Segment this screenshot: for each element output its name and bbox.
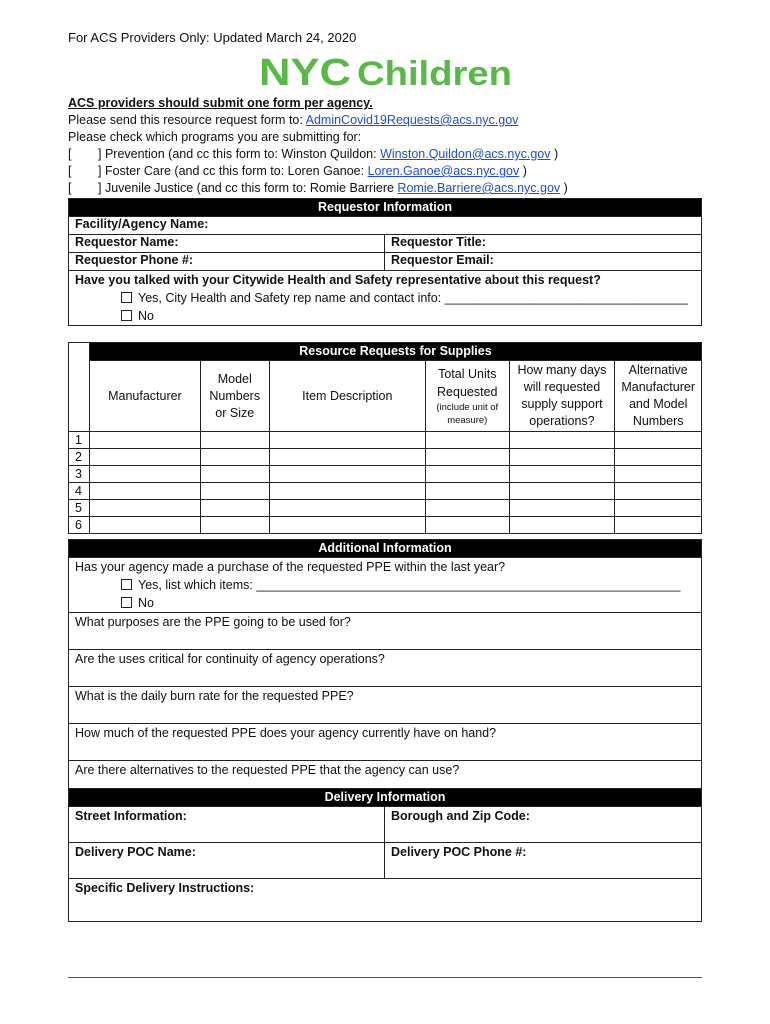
supply-cell-alt[interactable]	[615, 466, 702, 483]
supply-row-number: 4	[69, 483, 90, 500]
intro-line3: Please check which programs you are submitting for:	[68, 130, 362, 144]
program-foster-care: [ ] Foster Care (and cc this form to: Loren Ganoe: Loren.Ganoe@acs.nyc.gov )	[68, 164, 527, 178]
supply-row	[69, 432, 702, 449]
checkbox-icon[interactable]	[121, 292, 132, 303]
col-model: Model Numbers or Size	[200, 361, 269, 432]
supply-cell-days[interactable]	[509, 466, 615, 483]
on-hand-field[interactable]: How much of the requested PPE does your agency currently have on hand?	[69, 724, 702, 761]
supply-cell-units[interactable]	[426, 483, 510, 500]
supply-cell-model[interactable]	[200, 517, 269, 534]
supply-row	[69, 500, 702, 517]
burn-rate-field[interactable]: What is the daily burn rate for the requested PPE?	[69, 687, 702, 724]
requestor-phone-field[interactable]: Requestor Phone #:	[69, 253, 385, 271]
supply-cell-units[interactable]	[426, 517, 510, 534]
supply-cell-days[interactable]	[509, 432, 615, 449]
delivery-table	[68, 788, 702, 922]
supply-cell-item[interactable]	[269, 500, 425, 517]
row-number-header	[69, 343, 90, 361]
requestor-title-field[interactable]: Requestor Title:	[385, 235, 702, 253]
supply-cell-alt[interactable]	[615, 432, 702, 449]
supply-cell-model[interactable]	[200, 432, 269, 449]
supply-cell-units[interactable]	[426, 449, 510, 466]
footer-divider	[68, 977, 702, 978]
supply-row-number: 1	[69, 432, 90, 449]
purchase-yes[interactable]: Yes, list which items: _____________________________________________________________	[75, 576, 695, 594]
supplies-header: Resource Requests for Supplies	[89, 343, 701, 361]
row-number-header-cell	[69, 361, 90, 432]
checkbox-icon[interactable]	[121, 310, 132, 321]
instructions-field[interactable]: Specific Delivery Instructions:	[69, 879, 702, 922]
program-juvenile-justice: [ ] Juvenile Justice (and cc this form to: Romie Barriere Romie.Barriere@acs.nyc.gov )	[68, 181, 568, 195]
nyc-children-logo	[259, 52, 514, 90]
supply-cell-days[interactable]	[509, 449, 615, 466]
juvenile-justice-email-link[interactable]: Romie.Barriere@acs.nyc.gov	[397, 181, 561, 195]
intro-line2: Please send this resource request form to: AdminCovid19Requests@acs.nyc.gov	[68, 113, 519, 127]
supply-cell-alt[interactable]	[615, 517, 702, 534]
purposes-field[interactable]: What purposes are the PPE going to be used for?	[69, 613, 702, 650]
col-alt: Alternative Manufacturer and Model Numbers	[615, 361, 702, 432]
requestor-header: Requestor Information	[69, 199, 702, 217]
supplies-table	[68, 342, 702, 534]
program-prevention: [ ] Prevention (and cc this form to: Winston Quildon: Winston.Quildon@acs.nyc.gov )	[68, 147, 559, 161]
col-manufacturer: Manufacturer	[89, 361, 200, 432]
health-safety-question-text: Have you talked with your Citywide Health and Safety representative about this request?	[75, 273, 601, 287]
supply-cell-units[interactable]	[426, 432, 510, 449]
checkbox-icon[interactable]	[121, 597, 132, 608]
poc-name-field[interactable]: Delivery POC Name:	[69, 843, 385, 879]
delivery-header: Delivery Information	[69, 789, 702, 807]
health-safety-question	[69, 271, 702, 326]
supply-cell-units[interactable]	[426, 466, 510, 483]
requestor-email-field[interactable]: Requestor Email:	[385, 253, 702, 271]
supply-cell-item[interactable]	[269, 432, 425, 449]
health-safety-no[interactable]: No	[75, 307, 695, 325]
supply-cell-model[interactable]	[200, 483, 269, 500]
additional-header: Additional Information	[69, 540, 702, 558]
supply-row-number: 3	[69, 466, 90, 483]
prevention-email-link[interactable]: Winston.Quildon@acs.nyc.gov	[380, 147, 551, 161]
col-units-note: (include unit of measure)	[436, 402, 499, 426]
supply-cell-days[interactable]	[509, 500, 615, 517]
col-days: How many days will requested supply support operations?	[509, 361, 615, 432]
admin-email-link[interactable]: AdminCovid19Requests@acs.nyc.gov	[305, 113, 519, 127]
intro-block	[68, 95, 708, 197]
supply-cell-item[interactable]	[269, 449, 425, 466]
requestor-table	[68, 198, 702, 326]
borough-zip-field[interactable]: Borough and Zip Code:	[385, 807, 702, 843]
supply-row	[69, 483, 702, 500]
supply-cell-alt[interactable]	[615, 500, 702, 517]
supply-cell-model[interactable]	[200, 500, 269, 517]
supply-cell-item[interactable]	[269, 483, 425, 500]
purchase-no[interactable]: No	[75, 594, 695, 612]
purchase-question	[69, 558, 702, 613]
supply-cell-manufacturer[interactable]	[89, 517, 200, 534]
street-field[interactable]: Street Information:	[69, 807, 385, 843]
logo-word: Children	[357, 55, 512, 90]
supply-cell-days[interactable]	[509, 517, 615, 534]
facility-field[interactable]: Facility/Agency Name:	[69, 217, 702, 235]
health-safety-yes[interactable]: Yes, City Health and Safety rep name and contact info: ___________________________________	[75, 289, 695, 307]
supply-cell-manufacturer[interactable]	[89, 483, 200, 500]
supply-cell-manufacturer[interactable]	[89, 500, 200, 517]
col-item: Item Description	[269, 361, 425, 432]
supply-cell-manufacturer[interactable]	[89, 432, 200, 449]
purchase-question-text: Has your agency made a purchase of the requested PPE within the last year?	[75, 560, 506, 574]
supply-cell-model[interactable]	[200, 449, 269, 466]
header-note: For ACS Providers Only: Updated March 24, 2020	[68, 30, 357, 45]
supply-cell-days[interactable]	[509, 483, 615, 500]
logo-mark: NYC	[259, 52, 351, 90]
supply-row-number: 6	[69, 517, 90, 534]
poc-phone-field[interactable]: Delivery POC Phone #:	[385, 843, 702, 879]
supply-row	[69, 466, 702, 483]
supply-cell-item[interactable]	[269, 517, 425, 534]
alternatives-field[interactable]: Are there alternatives to the requested PPE that the agency can use?	[69, 761, 702, 798]
intro-line1: ACS providers should submit one form per agency.	[68, 96, 373, 110]
supply-row	[69, 449, 702, 466]
supply-row	[69, 517, 702, 534]
supply-row-number: 5	[69, 500, 90, 517]
supply-cell-alt[interactable]	[615, 483, 702, 500]
supply-cell-model[interactable]	[200, 466, 269, 483]
supply-row-number: 2	[69, 449, 90, 466]
requestor-name-field[interactable]: Requestor Name:	[69, 235, 385, 253]
col-units	[426, 361, 510, 432]
supply-cell-units[interactable]	[426, 500, 510, 517]
checkbox-icon[interactable]	[121, 579, 132, 590]
supply-cell-item[interactable]	[269, 466, 425, 483]
col-units-label: Total Units Requested	[437, 367, 498, 399]
critical-uses-field[interactable]: Are the uses critical for continuity of agency operations?	[69, 650, 702, 687]
foster-care-email-link[interactable]: Loren.Ganoe@acs.nyc.gov	[367, 164, 520, 178]
supply-cell-manufacturer[interactable]	[89, 466, 200, 483]
supply-cell-manufacturer[interactable]	[89, 449, 200, 466]
additional-table	[68, 539, 702, 798]
supply-cell-alt[interactable]	[615, 449, 702, 466]
